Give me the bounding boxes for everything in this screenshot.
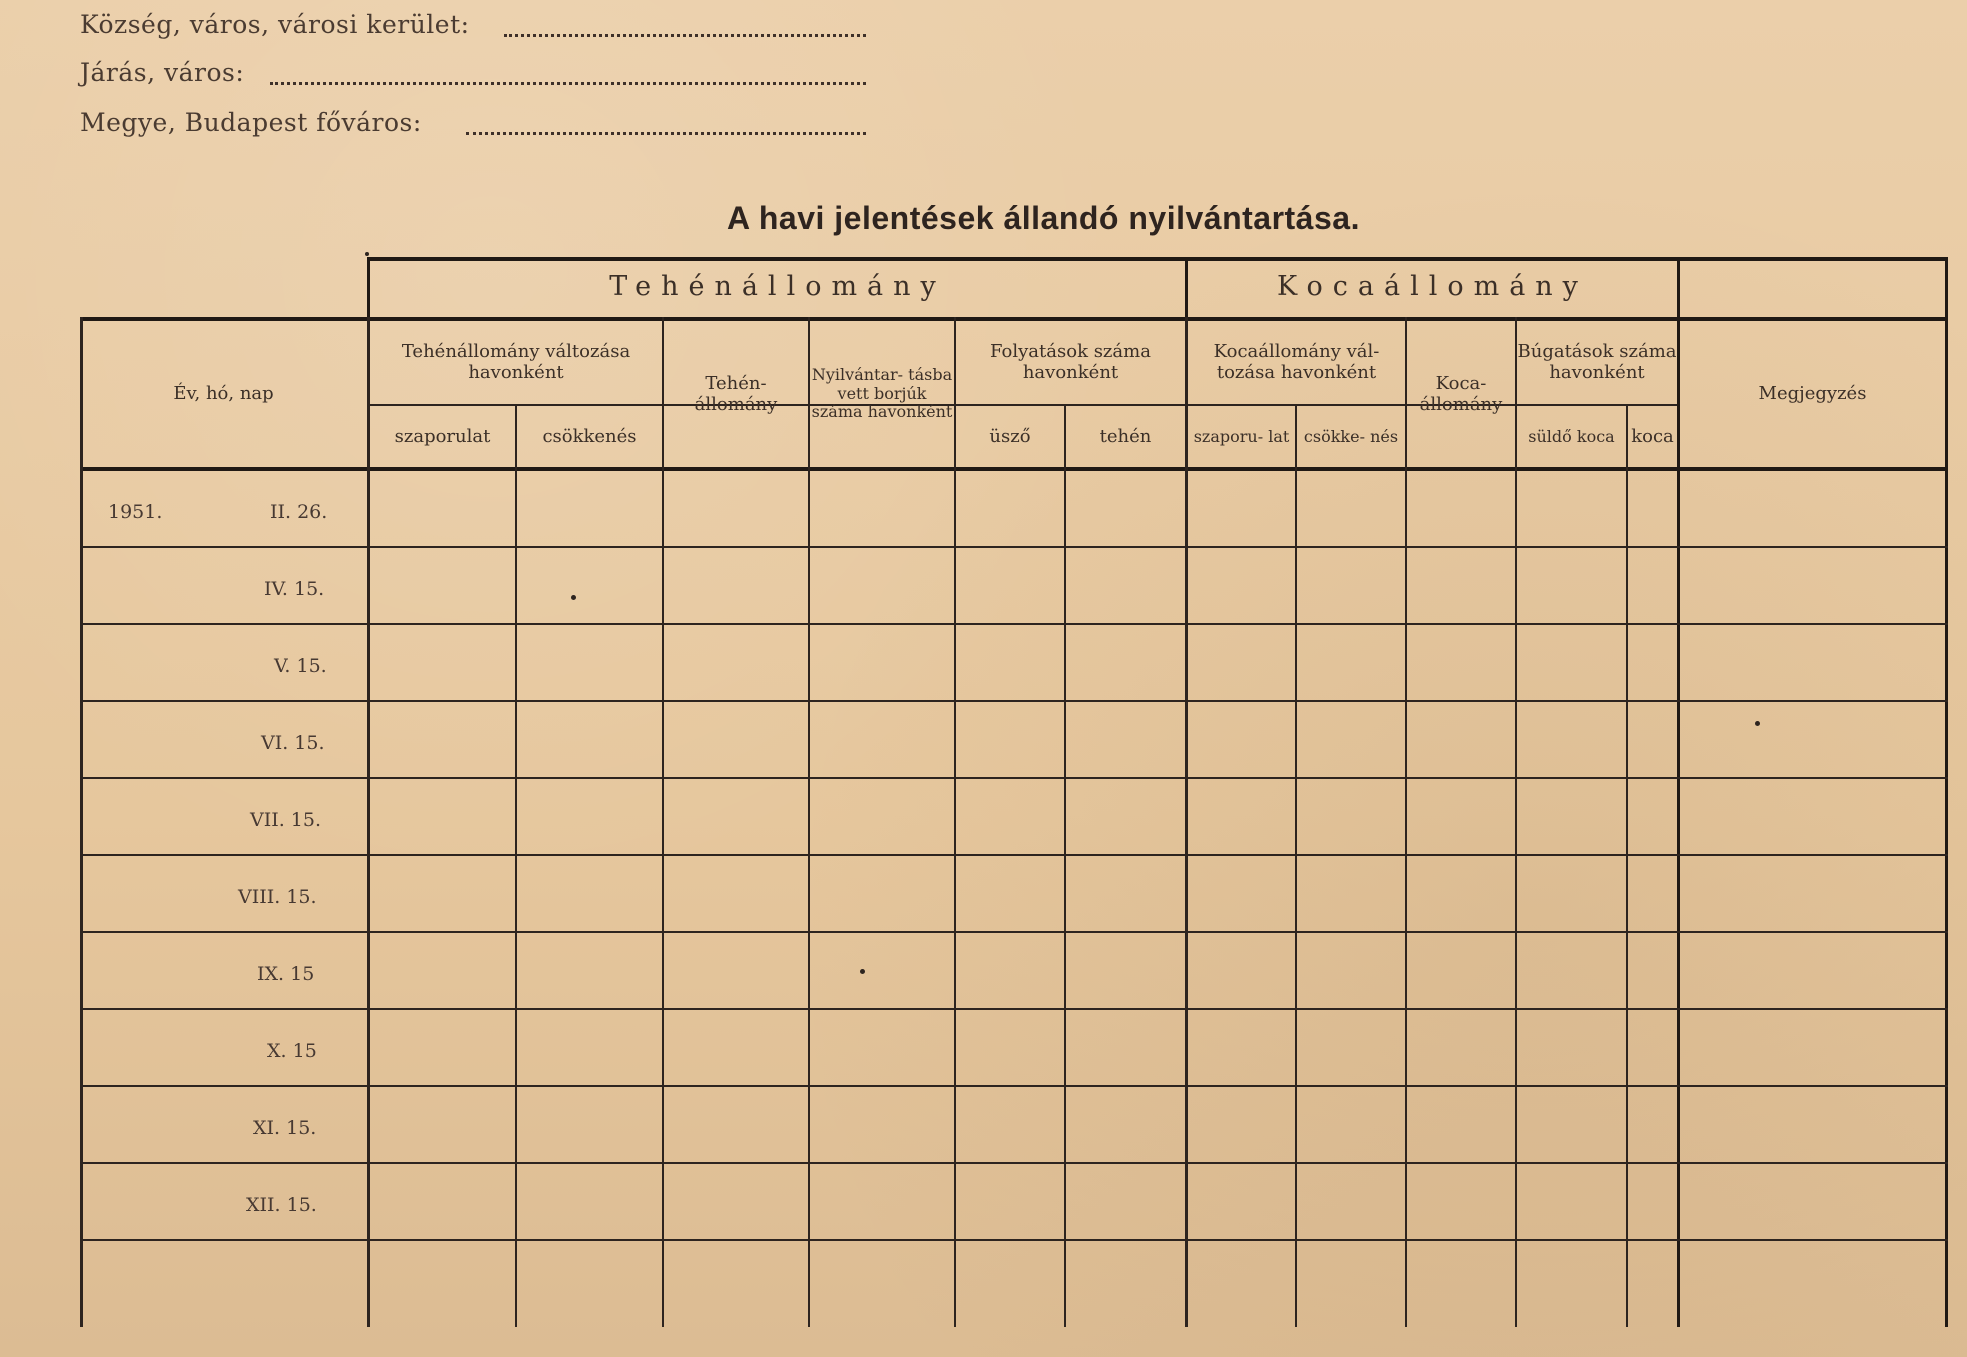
row-line-9	[80, 1162, 1948, 1164]
row-line-2	[80, 623, 1948, 625]
date-label-5: VII. 15.	[250, 809, 322, 831]
cow-increase-divider	[515, 404, 517, 1327]
cow-header: tehén	[1099, 426, 1152, 448]
sow-stock-right-border	[1515, 317, 1517, 1327]
sow-decrease-header: csökke- nés	[1303, 426, 1399, 446]
remarks-header: Megjegyzés	[1758, 383, 1867, 405]
date-label-9: XI. 15.	[253, 1117, 317, 1139]
heifer-header: üsző	[989, 426, 1031, 448]
sow-change-right-border	[1405, 317, 1407, 1327]
district-label: Járás, város:	[80, 58, 245, 87]
cow-change-header: Tehénállomány változása havonként	[401, 340, 631, 383]
cow-decrease-header: csökkenés	[542, 426, 637, 448]
ink-mark	[1755, 721, 1760, 726]
date-label-2: IV. 15.	[264, 578, 325, 600]
heifer-divider	[1064, 404, 1066, 1327]
table-right-border	[1945, 257, 1948, 1327]
row-line-3	[80, 700, 1948, 702]
sow-change-header: Kocaállomány vál- tozása havonként	[1213, 340, 1380, 383]
date-label-1: II. 26.	[270, 501, 328, 523]
young-sow-divider	[1626, 404, 1628, 1327]
row-line-6	[80, 931, 1948, 933]
row-line-8	[80, 1085, 1948, 1087]
sow-increase-header: szaporu- lat	[1193, 426, 1290, 446]
year-label: 1951.	[108, 501, 163, 523]
header-bottom-border	[80, 467, 1948, 471]
cow-increase-header: szaporulat	[394, 426, 491, 448]
municipality-field	[80, 10, 470, 39]
row-line-5	[80, 854, 1948, 856]
date-label-4: VI. 15.	[261, 732, 325, 754]
cow-change-right-border	[662, 317, 664, 1327]
county-input-line[interactable]	[466, 132, 866, 135]
municipality-label: Község, város, városi kerület:	[80, 10, 470, 39]
row-line-7	[80, 1008, 1948, 1010]
sow-stock-group-title: Kocaállomány	[1277, 271, 1588, 303]
sow-count-header: koca	[1631, 426, 1674, 448]
date-label-3: V. 15.	[274, 655, 327, 677]
page-title: A havi jelentések állandó nyilvántartása.	[727, 200, 1360, 236]
district-input-line[interactable]	[270, 82, 866, 85]
ink-mark	[365, 252, 369, 256]
sow-stock-header: Koca- állomány	[1419, 372, 1503, 415]
date-label-7: IX. 15	[257, 963, 315, 985]
boar-matings-header: Búgatások száma havonként	[1517, 340, 1677, 383]
young-sow-header: süldő koca	[1528, 426, 1615, 446]
row-line-4	[80, 777, 1948, 779]
date-column-header: Év, hó, nap	[173, 383, 274, 405]
date-label-6: VIII. 15.	[238, 886, 317, 908]
calves-right-border	[954, 317, 956, 1327]
cow-stock-group-title: Tehénállomány	[609, 271, 946, 303]
date-label-8: X. 15	[267, 1040, 317, 1062]
district-field	[80, 58, 244, 87]
ink-mark	[860, 969, 865, 974]
date-column-border	[367, 317, 370, 1327]
calves-header: Nyilvántar- tásba vett borjúk száma havonként	[811, 364, 953, 422]
row-line-10	[80, 1239, 1948, 1241]
county-label: Megye, Budapest főváros:	[80, 108, 422, 137]
date-label-10: XII. 15.	[246, 1194, 317, 1216]
table-top-border	[367, 257, 1948, 261]
bullings-right-border	[1185, 317, 1188, 1327]
bullings-header: Folyatások száma havonként	[990, 340, 1151, 383]
ink-mark	[571, 595, 576, 600]
municipality-input-line[interactable]	[504, 34, 866, 37]
monthly-report-table	[80, 257, 1948, 1327]
cow-stock-right-border	[808, 317, 810, 1327]
cow-stock-header: Tehén- állomány	[694, 372, 778, 415]
county-field	[80, 108, 422, 137]
row-line-1	[80, 546, 1948, 548]
table-left-border	[80, 317, 83, 1327]
sow-increase-divider	[1295, 404, 1297, 1327]
